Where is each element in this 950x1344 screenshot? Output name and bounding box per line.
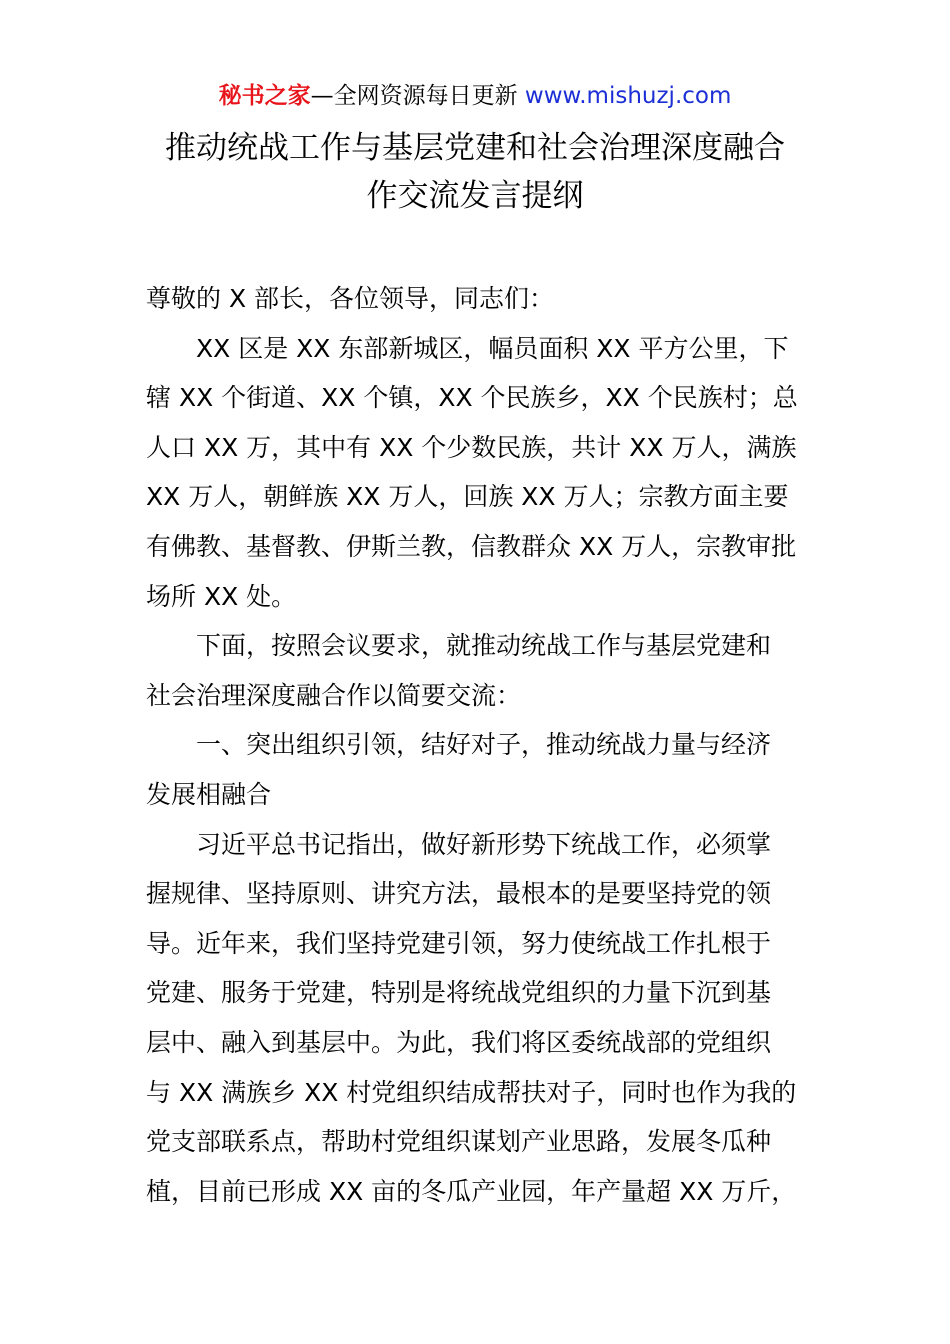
- section-heading-line: 发展相融合: [146, 779, 272, 809]
- document-title-line-2: 作交流发言提纲: [366, 178, 584, 214]
- body-line: 植，目前已形成 XX 亩的冬瓜产业园，年产量超 XX 万斤，: [146, 1176, 797, 1206]
- body-line: 导。近年来，我们坚持党建引领，努力使统战工作扎根于: [146, 928, 772, 958]
- section-heading-line: 一、突出组织引领，结好对子，推动统战力量与经济: [196, 730, 772, 760]
- body-line: 下面，按照会议要求，就推动统战工作与基层党建和: [196, 631, 772, 661]
- site-header-banner: [0, 80, 950, 112]
- body-line: 有佛教、基督教、伊斯兰教，信教群众 XX 万人，宗教审批: [146, 531, 797, 561]
- body-line: 党支部联系点，帮助村党组织谋划产业思路，发展冬瓜种: [146, 1127, 772, 1157]
- site-url-link[interactable]: www.mishuzj.com: [524, 83, 732, 109]
- body-line: 层中、融入到基层中。为此，我们将区委统战部的党组织: [146, 1027, 772, 1057]
- body-line: XX 万人，朝鲜族 XX 万人，回族 XX 万人；宗教方面主要: [146, 482, 789, 512]
- brand-name: 秘书之家: [218, 83, 311, 109]
- body-line: 社会治理深度融合作以简要交流：: [146, 680, 522, 710]
- body-line: 党建、服务于党建，特别是将统战党组织的力量下沉到基: [146, 978, 772, 1008]
- document-title-line-1: 推动统战工作与基层党建和社会治理深度融合: [165, 130, 785, 166]
- salutation-line: 尊敬的 X 部长，各位领导，同志们：: [146, 284, 555, 313]
- body-line: 场所 XX 处。: [146, 581, 297, 611]
- document-body: [146, 274, 816, 1216]
- body-line: 辖 XX 个街道、XX 个镇，XX 个民族乡，XX 个民族村；总: [146, 383, 798, 413]
- body-line: 握规律、坚持原则、讲究方法，最根本的是要坚持党的领: [146, 879, 772, 909]
- body-line: XX 区是 XX 东部新城区，幅员面积 XX 平方公里，下: [196, 333, 789, 363]
- body-line: 与 XX 满族乡 XX 村党组织结成帮扶对子，同时也作为我的: [146, 1077, 797, 1107]
- header-tagline: —全网资源每日更新: [310, 83, 525, 109]
- body-line: 人口 XX 万，其中有 XX 个少数民族，共计 XX 万人，满族: [146, 432, 797, 462]
- body-line: 习近平总书记指出，做好新形势下统战工作，必须掌: [196, 829, 772, 859]
